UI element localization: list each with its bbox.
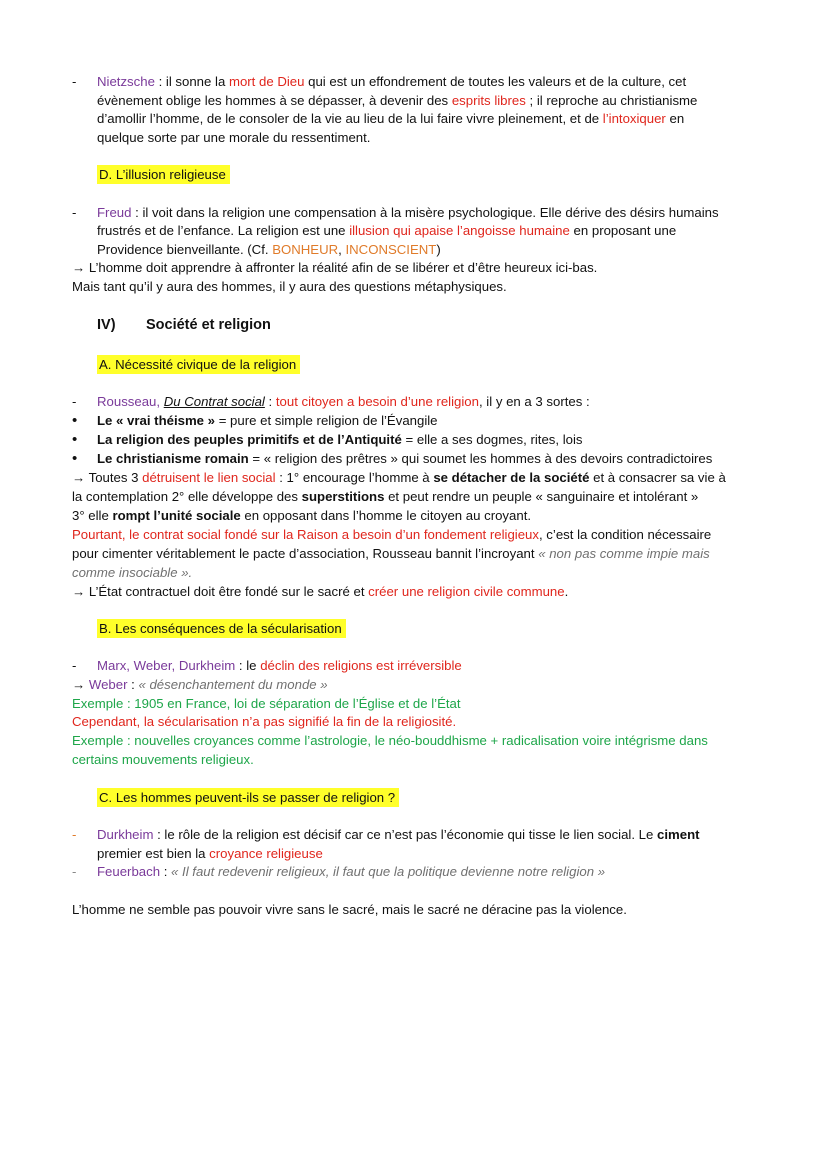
durkheim-line-1: Durkheim : le rôle de la religion est décisif car ce n’est pas l’économie qui tisse le lien social. Le ciment xyxy=(97,827,700,842)
bullet-item-3: Le christianisme romain = « religion des prêtres » qui soumet les hommes à des devoirs contradictoires xyxy=(97,451,713,466)
toutes-line-3: 3° elle rompt l’unité sociale en opposant dans l’homme le citoyen au croyant. xyxy=(72,508,532,523)
author-rousseau: Rousseau, xyxy=(97,394,164,409)
author-durkheim: Durkheim xyxy=(97,827,154,842)
nietzsche-line-2: évènement oblige les hommes à se dépasser, à devenir des esprits libres ; il reproche au christianisme xyxy=(97,93,698,108)
authors-marx-weber-durkheim: Marx, Weber, Durkheim xyxy=(97,658,236,673)
author-feuerbach: Feuerbach xyxy=(97,864,161,879)
pourtant-line-1: Pourtant, le contrat social fondé sur la Raison a besoin d’un fondement religieux, c’est la condition nécessaire xyxy=(72,527,712,542)
example-croyances-2: certains mouvements religieux. xyxy=(72,752,254,767)
part-4-title: Société et religion xyxy=(146,317,271,333)
conclusion-line: L’homme ne semble pas pouvoir vivre sans le sacré, mais le sacré ne déracine pas la violence. xyxy=(72,902,627,917)
pourtant-line-2: pour cimenter véritablement le pacte d’association, Rousseau bannit l’incroyant « non pas comme impie mais xyxy=(72,546,710,561)
durkheim-line-2: premier est bien la croyance religieuse xyxy=(97,846,323,861)
section-heading-d: D. L’illusion religieuse xyxy=(97,166,787,185)
bullet-icon: • xyxy=(72,412,78,429)
bullet-icon: • xyxy=(72,450,78,467)
nietzsche-line-4: quelque sorte par une morale du ressentiment. xyxy=(97,130,371,145)
toutes-line-2: la contemplation 2° elle développe des superstitions et peut rendre un peuple « sanguinaire et intolérant » xyxy=(72,489,699,504)
bullet-item-1: Le « vrai théisme » = pure et simple religion de l’Évangile xyxy=(97,413,438,428)
author-nietzsche: Nietzsche xyxy=(97,74,155,89)
nietzsche-line-3: d’amollir l’homme, de le consoler de la vie au lieu de la lui faire vivre pleinement, et de l’intoxiquer en xyxy=(97,111,685,126)
freud-line-2: frustrés et de l’enfance. La religion est une illusion qui apaise l’angoisse humaine en proposant une xyxy=(97,223,677,238)
toutes-line-1: → Toutes 3 détruisent le lien social : 1° encourage l’homme à se détacher de la société et à consacrer sa vie à xyxy=(72,470,726,485)
section-heading-a: A. Nécessité civique de la religion xyxy=(97,356,787,375)
feuerbach-line: Feuerbach : « Il faut redevenir religieux, il faut que la politique devienne notre religion » xyxy=(97,864,606,879)
author-freud: Freud xyxy=(97,205,132,220)
bullet-item-2: La religion des peuples primitifs et de l’Antiquité = elle a ses dogmes, rites, lois xyxy=(97,432,583,447)
author-weber: Weber xyxy=(88,677,128,692)
list-dash: - xyxy=(72,658,77,673)
part-4-number: IV) xyxy=(97,317,116,333)
section-heading-c: C. Les hommes peuvent-ils se passer de religion ? xyxy=(97,789,787,808)
freud-line-3: Providence bienveillante. (Cf. BONHEUR, INCONSCIENT) xyxy=(97,242,441,257)
cependant-line: Cependant, la sécularisation n’a pas signifié la fin de la religiosité. xyxy=(72,714,457,729)
bullet-icon: • xyxy=(72,431,78,448)
list-dash: - xyxy=(72,864,77,879)
rousseau-line: Rousseau, Du Contrat social : tout citoyen a besoin d’une religion, il y en a 3 sortes : xyxy=(97,394,590,409)
pourtant-line-3: comme insociable ». xyxy=(72,565,193,580)
list-dash: - xyxy=(72,205,77,220)
list-dash: - xyxy=(72,394,77,409)
marx-line: Marx, Weber, Durkheim : le déclin des religions est irréversible xyxy=(97,658,462,673)
list-dash: - xyxy=(72,74,77,89)
freud-line-1: Freud : il voit dans la religion une compensation à la misère psychologique. Elle dérive des désirs humains xyxy=(97,205,719,220)
example-croyances-1: Exemple : nouvelles croyances comme l’astrologie, le néo-bouddhisme + radicalisation voire intégrisme dans xyxy=(72,733,708,748)
nietzsche-line-1: Nietzsche : il sonne la mort de Dieu qui est un effondrement de toutes les valeurs et de la culture, cet xyxy=(97,74,687,89)
arrow-etat-line: → L’État contractuel doit être fondé sur le sacré et créer une religion civile commune. xyxy=(72,584,569,599)
weber-line: → Weber : « désenchantement du monde » xyxy=(72,677,328,692)
book-title: Du Contrat social xyxy=(163,394,265,409)
arrow-conclusion-freud: → L’homme doit apprendre à affronter la réalité afin de se libérer et d’être heureux ici-bas. xyxy=(72,260,598,275)
metaphysics-line: Mais tant qu’il y aura des hommes, il y aura des questions métaphysiques. xyxy=(72,279,507,294)
example-1905: Exemple : 1905 en France, loi de séparation de l’Église et de l’État xyxy=(72,696,461,711)
list-dash: - xyxy=(72,827,77,842)
section-heading-b: B. Les conséquences de la sécularisation xyxy=(97,620,787,639)
